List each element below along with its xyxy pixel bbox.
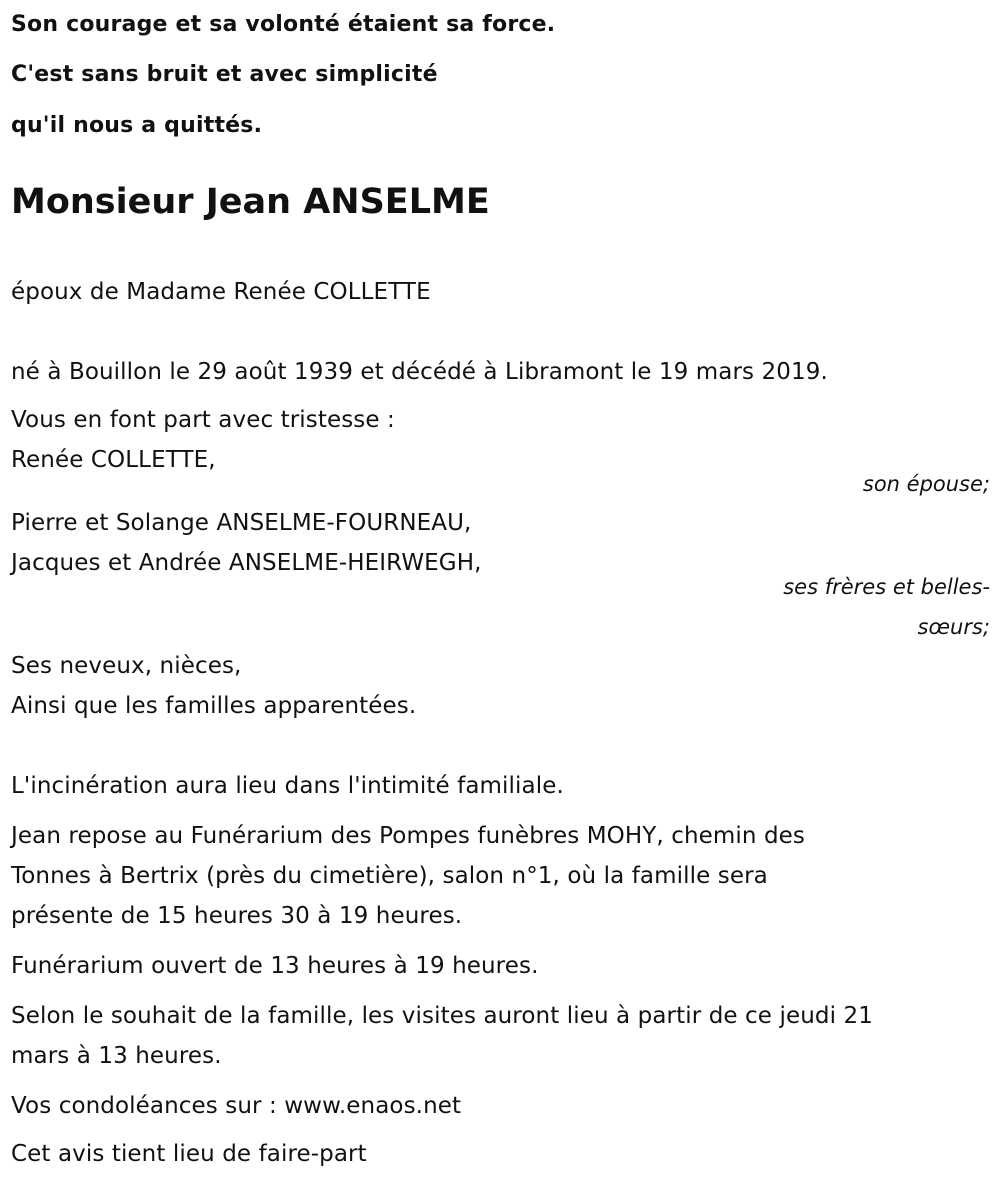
family-member-name: Pierre et Solange ANSELME-FOURNEAU,: [11, 510, 472, 536]
funeral-home-info: Jean repose au Funérarium des Pompes funèbres MOHY, chemin des: [11, 823, 805, 849]
birth-death-line: né à Bouillon le 29 août 1939 et décédé à Libramont le 19 mars 2019.: [11, 359, 828, 385]
quote-line: C'est sans bruit et avec simplicité: [11, 62, 438, 87]
opening-hours: Funérarium ouvert de 13 heures à 19 heures.: [11, 953, 539, 979]
funeral-home-info: Tonnes à Bertrix (près du cimetière), salon n°1, où la famille sera: [11, 863, 768, 889]
funeral-home-info: présente de 15 heures 30 à 19 heures.: [11, 903, 463, 929]
condolences-link-line: Vos condoléances sur : www.enaos.net: [11, 1093, 462, 1119]
visits-info: mars à 13 heures.: [11, 1043, 222, 1069]
notice-footer: Cet avis tient lieu de faire-part: [11, 1141, 367, 1167]
family-relation: son épouse;: [862, 472, 990, 496]
visits-info: Selon le souhait de la famille, les visites auront lieu à partir de ce jeudi 21: [11, 1003, 873, 1029]
cremation-info: L'incinération aura lieu dans l'intimité familiale.: [11, 773, 564, 799]
announcement-intro: Vous en font part avec tristesse :: [11, 407, 395, 433]
spouse-line: époux de Madame Renée COLLETTE: [11, 279, 431, 305]
deceased-name-title: Monsieur Jean ANSELME: [11, 182, 490, 222]
family-relation: ses frères et belles-: [783, 575, 990, 599]
family-member-name: Jacques et Andrée ANSELME-HEIRWEGH,: [11, 550, 482, 576]
family-relation: sœurs;: [917, 615, 990, 639]
quote-line: qu'il nous a quittés.: [11, 113, 263, 138]
quote-line: Son courage et sa volonté étaient sa force.: [11, 12, 556, 37]
family-member-name: Ainsi que les familles apparentées.: [11, 693, 417, 719]
family-member-name: Ses neveux, nièces,: [11, 653, 242, 679]
family-member-name: Renée COLLETTE,: [11, 447, 216, 473]
